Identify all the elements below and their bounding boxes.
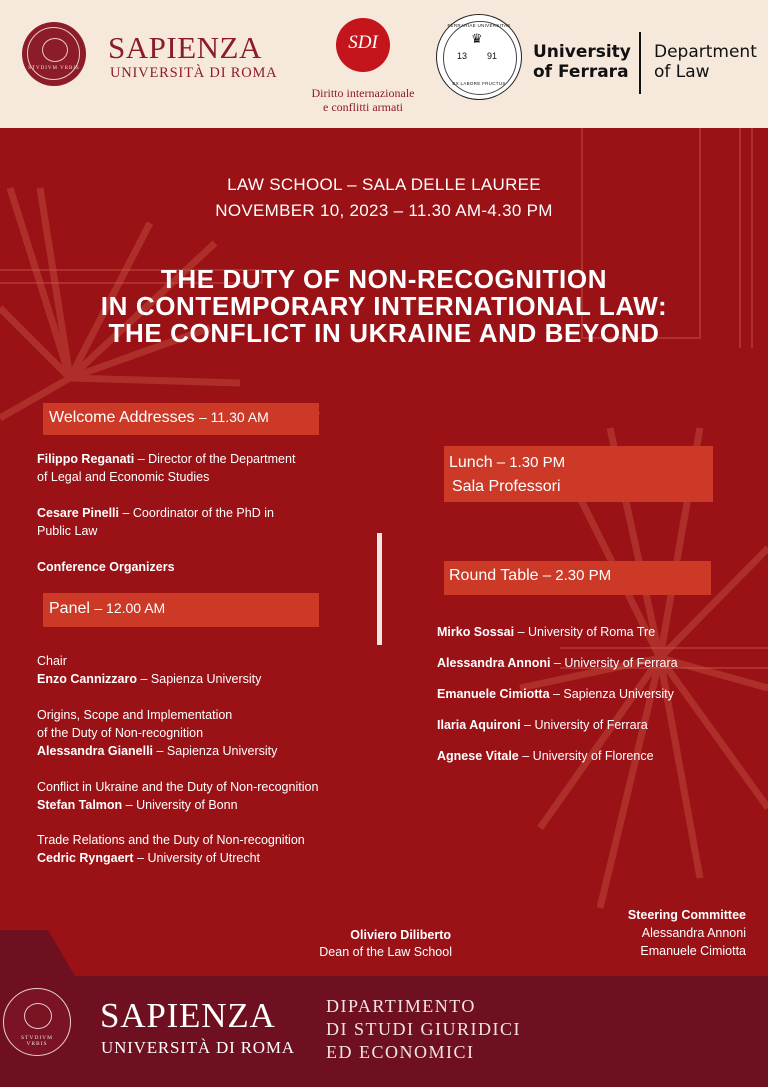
- ferrara-divider: [639, 32, 641, 94]
- panel-label: Panel: [49, 600, 90, 617]
- ferrara-seal-top-text: FERRARIAE UNIVERSITAS: [447, 23, 511, 28]
- venue-place: LAW SCHOOL – SALA DELLE LAUREE: [227, 175, 541, 194]
- talk-3-speaker: Cedric Ryngaert – University of Utrecht: [37, 851, 260, 865]
- venue-datetime: NOVEMBER 10, 2023 – 11.30 AM-4.30 PM: [215, 201, 553, 220]
- round-table-member: Mirko Sossai – University of Roma Tre: [437, 625, 656, 639]
- header-banner: [0, 0, 768, 128]
- welcome-label: Welcome Addresses: [49, 409, 195, 426]
- ferrara-name-2: of Ferrara: [533, 62, 629, 82]
- title-line-3: THE CONFLICT IN UKRAINE AND BEYOND: [108, 318, 660, 348]
- dept-law-2: of Law: [654, 62, 710, 82]
- steering-member-2: Emanuele Cimiotta: [640, 944, 746, 958]
- round-table-header: [444, 561, 711, 595]
- panel-chair-label: Chair: [37, 654, 67, 668]
- ferrara-seal-year-right: 91: [487, 51, 498, 61]
- steering-member-1: Alessandra Annoni: [641, 926, 746, 940]
- footer-dept-line-2: DI STUDI GIURIDICI: [326, 1019, 521, 1039]
- round-table-member: Agnese Vitale – University of Florence: [437, 749, 654, 763]
- welcome-item-2-role: Public Law: [37, 524, 98, 538]
- ferrara-crown-icon: ♛: [471, 31, 483, 46]
- footer-sapienza-seal-icon: [3, 988, 71, 1056]
- steering-label: Steering Committee: [627, 908, 746, 922]
- ferrara-seal-icon: [436, 14, 522, 100]
- dean-role: Dean of the Law School: [319, 945, 452, 959]
- welcome-speaker-role: – Director of the Department: [134, 452, 296, 466]
- talk-1-title: Origins, Scope and Implementation: [37, 708, 233, 722]
- panel-time: – 12.00 AM: [94, 600, 166, 616]
- talk-1-title-2: of the Duty of Non-recognition: [37, 726, 204, 740]
- round-table-member: Emanuele Cimiotta – Sapienza University: [437, 687, 674, 701]
- welcome-item-1: [37, 450, 295, 468]
- round-table-label: Round Table: [449, 567, 539, 584]
- lunch-header: [444, 446, 713, 502]
- footer-sapienza-name: SAPIENZA: [100, 996, 276, 1035]
- welcome-speaker-role: – Coordinator of the PhD in: [119, 506, 274, 520]
- sapienza-subtitle: UNIVERSITÀ DI ROMA: [110, 65, 278, 81]
- panel-chair: Enzo Cannizzaro – Sapienza University: [37, 672, 262, 686]
- sapienza-name: SAPIENZA: [108, 30, 262, 65]
- sdi-logo-text: SDI: [348, 32, 378, 53]
- title-line-1: THE DUTY OF NON-RECOGNITION: [160, 264, 608, 294]
- lunch-label: Lunch: [449, 454, 493, 471]
- sdi-logo-icon: [336, 18, 390, 72]
- sapienza-seal-icon: [22, 22, 86, 86]
- sdi-caption-1: Diritto internazionale: [311, 86, 415, 100]
- talk-2-title: Conflict in Ukraine and the Duty of Non-recognition: [37, 780, 319, 794]
- dean-name: Oliviero Diliberto: [350, 928, 451, 942]
- round-table-member: Alessandra Annoni – University of Ferrara: [437, 656, 678, 670]
- footer-dept-line-3: ED ECONOMICI: [326, 1042, 475, 1062]
- ferrara-seal-bottom-text: EX LABORE FRUCTUS: [452, 81, 506, 86]
- welcome-header: [43, 403, 319, 435]
- ferrara-seal-year-left: 13: [457, 51, 468, 61]
- welcome-time: – 11.30 AM: [199, 409, 269, 425]
- sdi-caption-2: e conflitti armati: [323, 100, 403, 114]
- lunch-time: – 1.30 PM: [492, 454, 566, 471]
- footer-sapienza-subtitle: UNIVERSITÀ DI ROMA: [101, 1038, 295, 1057]
- lunch-place: Sala Professori: [452, 478, 561, 495]
- welcome-speaker-name: Cesare Pinelli: [37, 506, 119, 520]
- round-table-time: – 2.30 PM: [538, 567, 612, 584]
- conference-organizers: Conference Organizers: [37, 560, 175, 574]
- dept-law-1: Department: [654, 42, 757, 62]
- title-line-2: IN CONTEMPORARY INTERNATIONAL LAW:: [100, 291, 668, 321]
- sapienza-seal-text: STVDIVM VRBIS: [28, 66, 80, 71]
- talk-2-speaker: Stefan Talmon – University of Bonn: [37, 798, 238, 812]
- talk-1-speaker: Alessandra Gianelli – Sapienza University: [37, 744, 278, 758]
- ferrara-name-1: University: [533, 42, 631, 62]
- round-table-member: Ilaria Aquironi – University of Ferrara: [437, 718, 648, 732]
- footer-dept-line-1: DIPARTIMENTO: [326, 996, 476, 1016]
- welcome-item-1-role: of Legal and Economic Studies: [37, 470, 210, 484]
- footer-seal-text: STVDIVM VRBIS: [20, 1035, 54, 1047]
- talk-3-title: Trade Relations and the Duty of Non-recognition: [37, 833, 305, 847]
- welcome-item-2: [37, 504, 274, 522]
- panel-header: [43, 593, 319, 627]
- column-divider: [377, 533, 382, 645]
- welcome-speaker-name: Filippo Reganati: [37, 452, 135, 466]
